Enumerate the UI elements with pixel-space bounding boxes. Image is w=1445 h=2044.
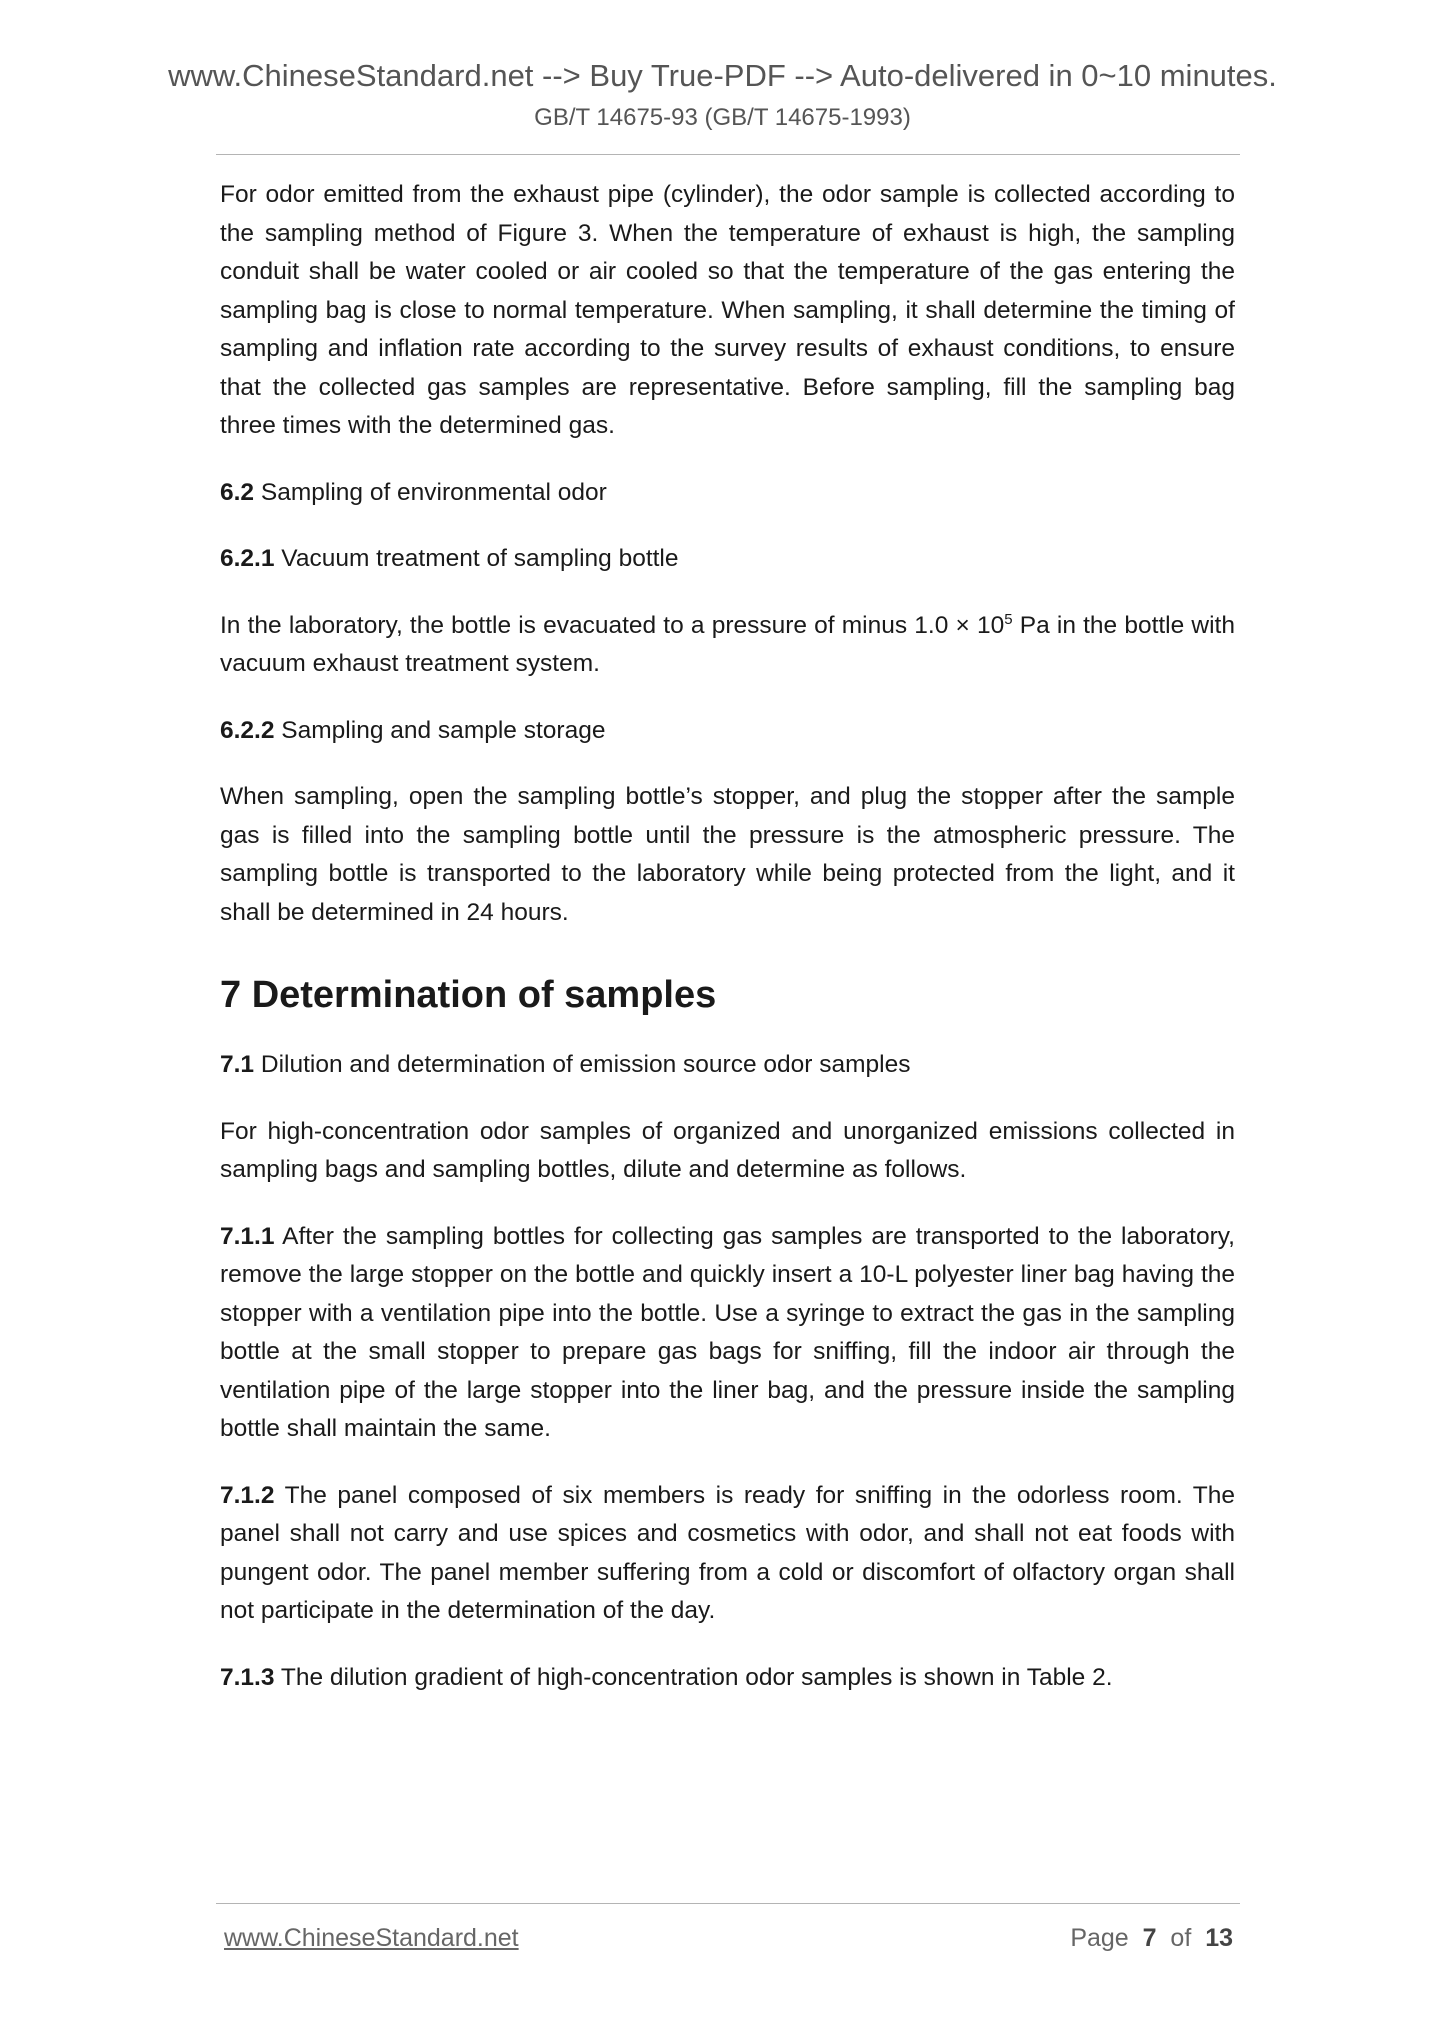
footer-website-link[interactable]: www.ChineseStandard.net [224,1924,519,1952]
paragraph-exhaust-sampling: For odor emitted from the exhaust pipe (cylinder), the odor sample is collected according to the sampling method of Figure 3. When the temperature of exhaust is high, the sampling conduit shall be water cooled or air cooled so that the temperature of the gas entering the sampling bag is close to normal temperature. When sampling, it shall determine the timing of sampling and inflation rate according to the survey results of exhaust conditions, to ensure that the collected gas samples are representative. Before sampling, fill the sampling bag three times with the determined gas. [220,181,1235,439]
section-6-2-heading [220,474,1235,513]
chapter-7-heading: 7 Determination of samples [220,974,717,1016]
text-run: In the laboratory, the bottle is evacuated to a pressure of minus 1.0 × 10 [220,611,1005,639]
page-body [220,176,1235,1697]
section-number: 7.1.2 [220,1481,275,1509]
section-6-2-2-heading [220,712,1235,751]
page-total: 13 [1205,1924,1233,1952]
page-indicator [1070,1924,1233,1953]
header-divider [216,154,1240,155]
of-label: of [1170,1924,1192,1952]
section-number: 7.1.3 [220,1663,275,1691]
paragraph-7-1-1 [220,1218,1235,1449]
text-run: The panel composed of six members is ready for sniffing in the odorless room. The panel shall not carry and use spices and cosmetics with odor, and shall not eat foods with pungent odor. The panel member suffering from a cold or discomfort of olfactory organ shall not participate in the determination of the day. [220,1481,1235,1624]
paragraph-7-1: For high-concentration odor samples of organized and unorganized emissions collected in sampling bags and sampling bottles, dilute and determine as follows. [220,1117,1235,1183]
text-run: After the sampling bottles for collecting gas samples are transported to the laboratory, remove the large stopper on the bottle and quickly insert a 10-L polyester liner bag having the stopper with a ventilation pipe into the bottle. Use a syringe to extract the gas in the sampling bottle at the small stopper to prepare gas bags for sniffing, fill the indoor air through the ventilation pipe of the large stopper into the liner bag, and the pressure inside the sampling bottle shall maintain the same. [220,1222,1235,1442]
paragraph-sample-storage: When sampling, open the sampling bottle’s stopper, and plug the stopper after the sample gas is filled into the sampling bottle until the pressure is the atmospheric pressure. The sampling bottle is transported to the laboratory while being protected from the light, and it shall be determined in 24 hours. [220,783,1235,926]
section-7-1-heading [220,1046,1235,1085]
exponent: 5 [1004,610,1013,628]
section-number: 6.2.1 [220,545,275,572]
section-title: Sampling of environmental odor [254,478,607,506]
section-title: Dilution and determination of emission source odor samples [254,1051,911,1078]
header-standard-code: GB/T 14675-93 (GB/T 14675-1993) [534,104,911,131]
section-title: Vacuum treatment of sampling bottle [274,545,679,572]
section-number: 7.1 [220,1051,255,1078]
section-title: Sampling and sample storage [274,716,606,744]
section-number: 6.2.2 [220,716,275,744]
paragraph-7-1-2 [220,1477,1235,1631]
footer-divider [216,1903,1240,1904]
paragraph-vacuum-treatment [220,607,1235,684]
text-run: The dilution gradient of high-concentration odor samples is shown in Table 2. [274,1663,1113,1691]
page-number: 7 [1142,1924,1157,1952]
header-site-banner: www.ChineseStandard.net --> Buy True-PDF --> Auto-delivered in 0~10 minutes. [168,58,1277,93]
paragraph-7-1-3 [220,1659,1235,1698]
text-run: Pa in the bottle with vacuum exhaust treatment system. [220,611,1235,677]
section-number: 6.2 [220,478,255,506]
page-label: Page [1070,1924,1129,1952]
section-6-2-1-heading [220,540,1235,579]
section-number: 7.1.1 [220,1222,275,1250]
